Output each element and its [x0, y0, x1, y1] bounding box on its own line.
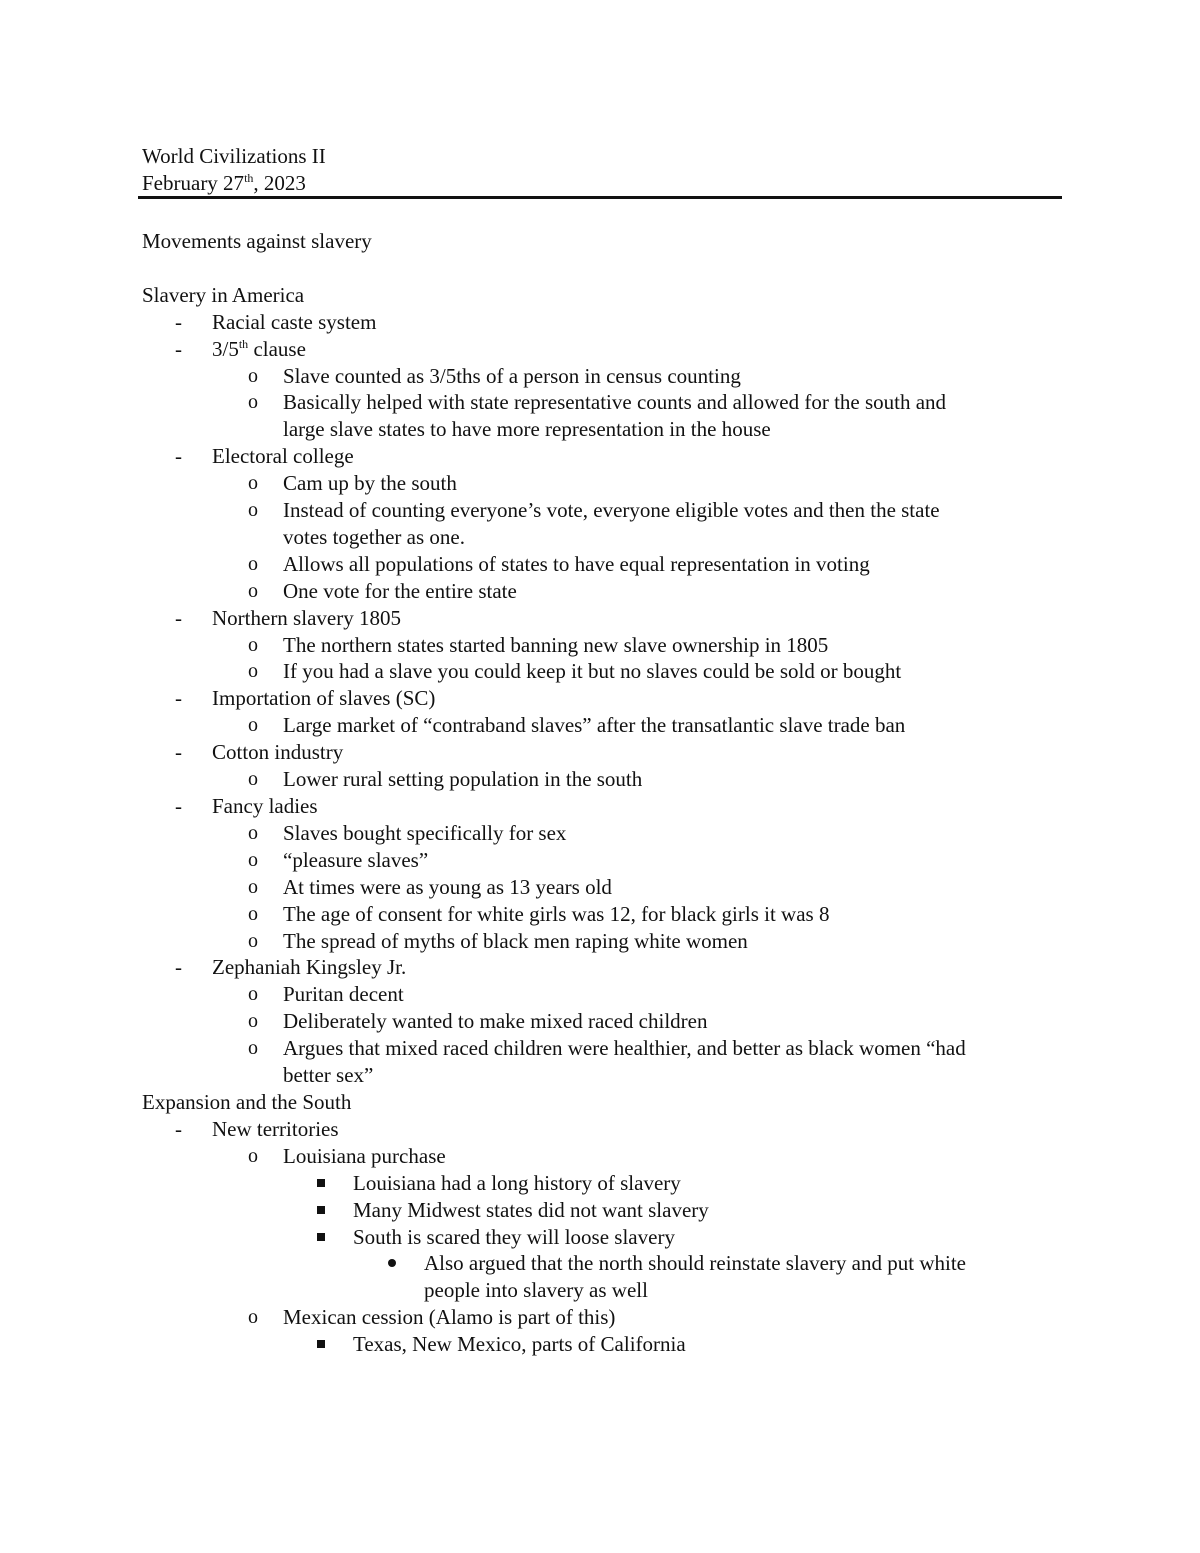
list-item: Texas, New Mexico, parts of California — [142, 1331, 1072, 1358]
circle-bullet: o — [248, 768, 258, 791]
circle-bullet: o — [248, 364, 258, 387]
list-item-continuation: large slave states to have more representation in the house — [283, 417, 771, 442]
circle-bullet: o — [248, 1306, 258, 1329]
dash-bullet: - — [175, 444, 182, 469]
circle-bullet: o — [248, 633, 258, 656]
notes-body — [142, 228, 1072, 1358]
list-item: o The age of consent for white girls was 12, for black girls it was 8 — [248, 901, 830, 926]
square-bullet-icon — [317, 1170, 341, 1197]
list-item: Louisiana had a long history of slavery — [142, 1170, 1072, 1197]
section-heading: Slavery in America — [142, 282, 305, 307]
list-item: o Slaves bought specifically for sex — [248, 820, 567, 845]
circle-bullet: o — [248, 875, 258, 898]
circle-bullet: o — [248, 714, 258, 737]
list-item: o Lower rural setting population in the south — [248, 767, 643, 792]
circle-bullet: o — [248, 552, 258, 575]
circle-bullet: o — [248, 391, 258, 414]
list-item: o Instead of counting everyone’s vote, everyone eligible votes and then the state — [248, 498, 940, 523]
blank-line — [142, 255, 1072, 282]
list-item: o Deliberately wanted to make mixed raced children — [248, 1009, 708, 1034]
lecture-date: February 27th, 2023 — [142, 171, 306, 195]
list-item-continuation: votes together as one. — [283, 524, 465, 549]
list-item: o Puritan decent — [248, 982, 404, 1007]
list-item: - 3/5th clause — [175, 336, 306, 361]
list-item: o Mexican cession (Alamo is part of this) — [248, 1305, 616, 1330]
list-item: - New territories — [175, 1116, 339, 1141]
header-divider — [138, 196, 1062, 199]
list-item: South is scared they will loose slavery — [142, 1224, 1072, 1251]
list-item: o One vote for the entire state — [248, 578, 517, 603]
list-item: - Cotton industry — [175, 740, 344, 765]
circle-bullet: o — [248, 1037, 258, 1060]
list-item: o Argues that mixed raced children were healthier, and better as black women “had — [248, 1036, 966, 1061]
list-item: - Importation of slaves (SC) — [175, 686, 436, 711]
notes-title: Movements against slavery — [142, 229, 372, 253]
circle-bullet: o — [248, 579, 258, 602]
square-bullet-icon — [317, 1197, 341, 1224]
dash-bullet: - — [175, 309, 182, 334]
list-item: - Zephaniah Kingsley Jr. — [175, 955, 407, 980]
circle-bullet: o — [248, 1144, 258, 1167]
list-item: - Electoral college — [175, 444, 354, 469]
list-item: o The northern states started banning new slave ownership in 1805 — [248, 632, 829, 657]
dash-bullet: - — [175, 740, 182, 765]
course-title: World Civilizations II — [142, 144, 326, 168]
list-item-continuation: people into slavery as well — [424, 1278, 648, 1303]
circle-bullet: o — [248, 472, 258, 495]
list-item: o The spread of myths of black men raping white women — [248, 928, 748, 953]
list-item: - Fancy ladies — [175, 794, 318, 819]
square-bullet-icon — [317, 1331, 341, 1358]
circle-bullet: o — [248, 821, 258, 844]
list-item: o If you had a slave you could keep it but no slaves could be sold or bought — [248, 659, 902, 684]
document-header — [142, 143, 1062, 197]
dash-bullet: - — [175, 1116, 182, 1141]
circle-bullet: o — [248, 848, 258, 871]
list-item: o “pleasure slaves” — [248, 847, 429, 872]
circle-bullet: o — [248, 983, 258, 1006]
list-item: - Northern slavery 1805 — [175, 605, 401, 630]
dash-bullet: - — [175, 336, 182, 361]
dash-bullet: - — [175, 686, 182, 711]
dash-bullet: - — [175, 605, 182, 630]
list-item: o Allows all populations of states to have equal representation in voting — [248, 551, 870, 576]
section-heading: Expansion and the South — [142, 1089, 352, 1114]
circle-bullet: o — [248, 929, 258, 952]
circle-bullet: o — [248, 499, 258, 522]
list-item: o Cam up by the south — [248, 471, 457, 496]
list-item: - Racial caste system — [175, 309, 377, 334]
list-item: Also argued that the north should reinstate slavery and put white — [142, 1250, 1072, 1277]
list-item-continuation: better sex” — [283, 1063, 374, 1088]
round-bullet-icon — [388, 1250, 412, 1277]
circle-bullet: o — [248, 902, 258, 925]
dash-bullet: - — [175, 794, 182, 819]
list-item: o Louisiana purchase — [248, 1143, 446, 1168]
list-item: Many Midwest states did not want slavery — [142, 1197, 1072, 1224]
list-item: o Slave counted as 3/5ths of a person in census counting — [248, 363, 741, 388]
list-item: o At times were as young as 13 years old — [248, 874, 612, 899]
list-item: o Basically helped with state representative counts and allowed for the south and — [248, 390, 947, 415]
dash-bullet: - — [175, 955, 182, 980]
circle-bullet: o — [248, 660, 258, 683]
circle-bullet: o — [248, 1010, 258, 1033]
square-bullet-icon — [317, 1224, 341, 1251]
list-item: o Large market of “contraband slaves” after the transatlantic slave trade ban — [248, 713, 906, 738]
